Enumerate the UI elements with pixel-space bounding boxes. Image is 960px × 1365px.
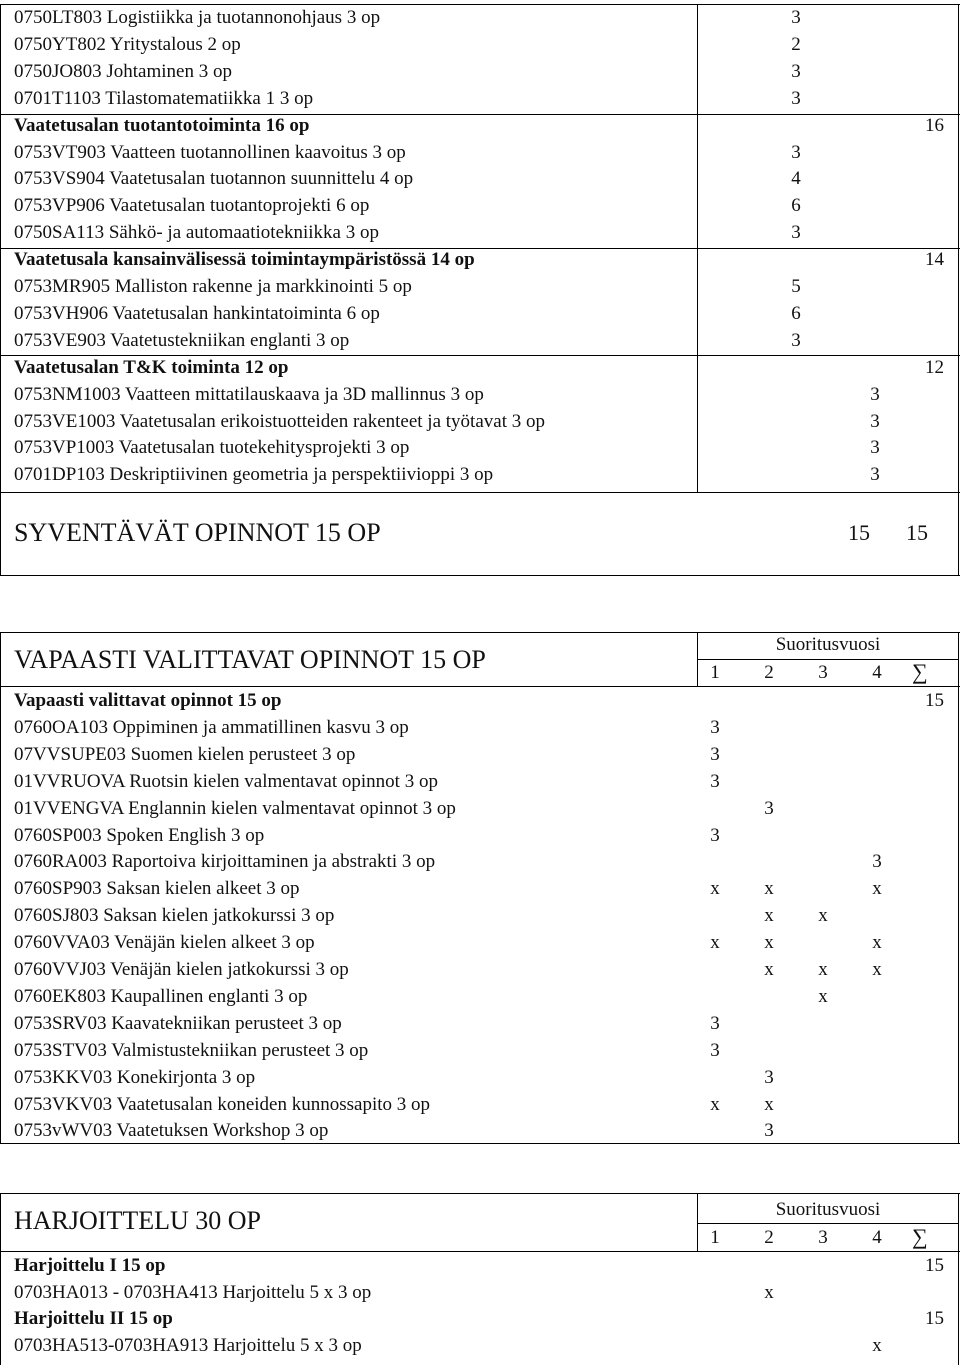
course-row: 0753VE1003 Vaatetusalan erikoistuotteiden rakenteet ja työtavat 3 op [14, 410, 545, 432]
year-cell: x [764, 878, 774, 900]
section2-title: VAPAASTI VALITTAVAT OPINNOT 15 OP [14, 645, 486, 674]
course-row: 0760OA103 Oppiminen ja ammatillinen kasvu 3 op [14, 716, 409, 738]
course-row: 0703HA513-0703HA913 Harjoittelu 5 x 3 op [14, 1334, 362, 1356]
year-cell: x [764, 959, 774, 980]
sum-icon: ∑ [912, 659, 928, 684]
year-label: 2 [764, 1227, 774, 1248]
group-divider-4 [0, 492, 960, 493]
year-cell: 3 [710, 716, 720, 738]
year-label: 1 [710, 662, 720, 683]
course-row: 0760RA003 Raportoiva kirjoittaminen ja abstrakti 3 op [14, 851, 436, 873]
course-row: 0753VP1003 Vaatetusalan tuotekehitysprojekti 3 op [14, 437, 410, 459]
year-label: 2 [764, 662, 774, 683]
year-cell: x [872, 1334, 882, 1356]
course-row: 0760SJ803 Saksan kielen jatkokurssi 3 op [14, 905, 335, 927]
year-cell: x [710, 1093, 720, 1115]
course-row: 0760EK803 Kaupallinen englanti 3 op [14, 985, 308, 1007]
year-cell: x [872, 959, 882, 980]
course-row: 0753VH906 Vaatetusalan hankintatoiminta 6 op [14, 302, 380, 324]
course-row: 0753STV03 Valmistustekniikan perusteet 3 op [14, 1039, 369, 1061]
table1-bottom-border [0, 575, 960, 576]
credit-value: 3 [791, 87, 801, 109]
section3-title: HARJOITTELU 30 OP [14, 1206, 261, 1235]
course-row: 0750JO803 Johtaminen 3 op [14, 60, 232, 82]
course-row: 0701DP103 Deskriptiivinen geometria ja perspektiivioppi 3 op [14, 464, 494, 486]
syventavat-value-2: 15 [906, 520, 928, 545]
year-label: 3 [818, 662, 828, 683]
group-heading: Harjoittelu I 15 op [14, 1255, 166, 1276]
group-heading: Harjoittelu II 15 op [14, 1308, 173, 1329]
credit-value: 3 [870, 437, 880, 459]
syventavat-title: SYVENTÄVÄT OPINNOT 15 OP [14, 518, 381, 547]
course-row: 0703HA013 - 0703HA413 Harjoittelu 5 x 3 op [14, 1281, 372, 1303]
table3-top-border [0, 1193, 960, 1194]
table2-right-border [958, 632, 959, 1144]
course-row: 0753SRV03 Kaavatekniikan perusteet 3 op [14, 1012, 342, 1034]
table2-header-divider [0, 686, 960, 687]
credit-value: 3 [791, 141, 801, 163]
course-row: 01VVENGVA Englannin kielen valmentavat opinnot 3 op [14, 797, 456, 819]
course-row: 0753NM1003 Vaatteen mittatilauskaava ja 3D mallinnus 3 op [14, 383, 484, 405]
credit-value: 3 [870, 464, 880, 486]
year-cell: x [710, 878, 720, 900]
credit-value: 3 [870, 410, 880, 432]
course-row: 01VVRUOVA Ruotsin kielen valmentavat opinnot 3 op [14, 770, 438, 792]
group-heading: Vapaasti valittavat opinnot 15 op [14, 690, 282, 711]
group-heading: Vaatetusalan tuotantotoiminta 16 op [14, 114, 310, 136]
credit-value: 4 [791, 168, 801, 190]
table3-left-border [0, 1193, 1, 1365]
year-cell: 3 [764, 797, 774, 819]
year-cell: 3 [764, 1066, 774, 1088]
credit-value: 2 [791, 33, 801, 55]
year-cell: 3 [872, 851, 882, 873]
row-total: 15 [925, 690, 944, 711]
course-row: 0750YT802 Yritystalous 2 op [14, 33, 241, 55]
course-row: 0760VVJ03 Venäjän kielen jatkokurssi 3 op [14, 959, 349, 980]
course-row: 0753VT903 Vaatteen tuotannollinen kaavoitus 3 op [14, 141, 406, 163]
credit-value: 6 [791, 195, 801, 217]
row-total: 15 [925, 1255, 944, 1276]
course-row: 0760SP903 Saksan kielen alkeet 3 op [14, 878, 300, 900]
course-row: 0753VE903 Vaatetustekniikan englanti 3 op [14, 329, 350, 351]
year-cell: x [764, 932, 774, 954]
course-row: 0753VS904 Vaatetusalan tuotannon suunnittelu 4 op [14, 168, 414, 190]
year-cell: 3 [710, 1012, 720, 1034]
course-row: 0750LT803 Logistiikka ja tuotannonohjaus 3 op [14, 7, 381, 28]
year-cell: x [818, 985, 828, 1007]
table2-bottom-border [0, 1143, 960, 1144]
year-cell: x [764, 1093, 774, 1115]
course-row: 0750SA113 Sähkö- ja automaatiotekniikka 3 op [14, 222, 379, 244]
table3-header-divider [0, 1251, 960, 1252]
group-heading: Vaatetusalan T&K toiminta 12 op [14, 356, 289, 378]
year-cell: 3 [710, 770, 720, 792]
course-row: 07VVSUPE03 Suomen kielen perusteet 3 op [14, 743, 356, 765]
table1-top-border [0, 4, 960, 5]
course-row: 0753VP906 Vaatetusalan tuotantoprojekti 6 op [14, 195, 370, 217]
table2-top-border [0, 632, 960, 633]
course-row: 0760VVA03 Venäjän kielen alkeet 3 op [14, 932, 315, 954]
sum-icon: ∑ [912, 1224, 928, 1249]
year-label: 3 [818, 1227, 828, 1248]
year-cell: x [818, 905, 828, 927]
group-heading: Vaatetusala kansainvälisessä toimintaympäristössä 14 op [14, 249, 475, 271]
year-cell: 3 [710, 743, 720, 765]
year-cell: 3 [710, 1039, 720, 1061]
credit-value: 6 [791, 302, 801, 324]
credit-value: 3 [791, 329, 801, 351]
table2-left-border [0, 632, 1, 1144]
group-total: 16 [925, 114, 944, 136]
syventavat-value-1: 15 [848, 520, 870, 545]
course-row: 0753vWV03 Vaatetuksen Workshop 3 op [14, 1120, 329, 1142]
year-label: 1 [710, 1227, 720, 1248]
credit-value: 3 [791, 222, 801, 244]
year-cell: x [818, 959, 828, 980]
group-total: 14 [925, 249, 944, 271]
course-row: 0760SP003 Spoken English 3 op [14, 824, 265, 846]
year-cell: x [872, 932, 882, 954]
year-label: 4 [872, 1227, 882, 1248]
year-cell: x [872, 878, 882, 900]
year-cell: x [710, 932, 720, 954]
year-label: 4 [872, 662, 882, 683]
section3-year-header: Suoritusvuosi [775, 1199, 881, 1220]
course-row: 0701T1103 Tilastomatematiikka 1 3 op [14, 87, 314, 109]
year-cell: 3 [764, 1120, 774, 1142]
table1-right-border [958, 4, 959, 576]
year-cell: 3 [710, 824, 720, 846]
group-total: 12 [925, 356, 944, 378]
year-cell: x [764, 905, 774, 927]
row-total: 15 [925, 1308, 944, 1329]
course-row: 0753KKV03 Konekirjonta 3 op [14, 1066, 256, 1088]
year-cell: x [764, 1281, 774, 1303]
section2-year-header: Suoritusvuosi [775, 634, 881, 655]
credit-value: 3 [791, 60, 801, 82]
credit-value: 5 [791, 276, 801, 297]
table1-left-border [0, 4, 1, 576]
credit-value: 3 [791, 7, 801, 28]
course-row: 0753MR905 Malliston rakenne ja markkinointi 5 op [14, 276, 412, 297]
course-row: 0753VKV03 Vaatetusalan koneiden kunnossapito 3 op [14, 1093, 431, 1115]
credit-value: 3 [870, 383, 880, 405]
